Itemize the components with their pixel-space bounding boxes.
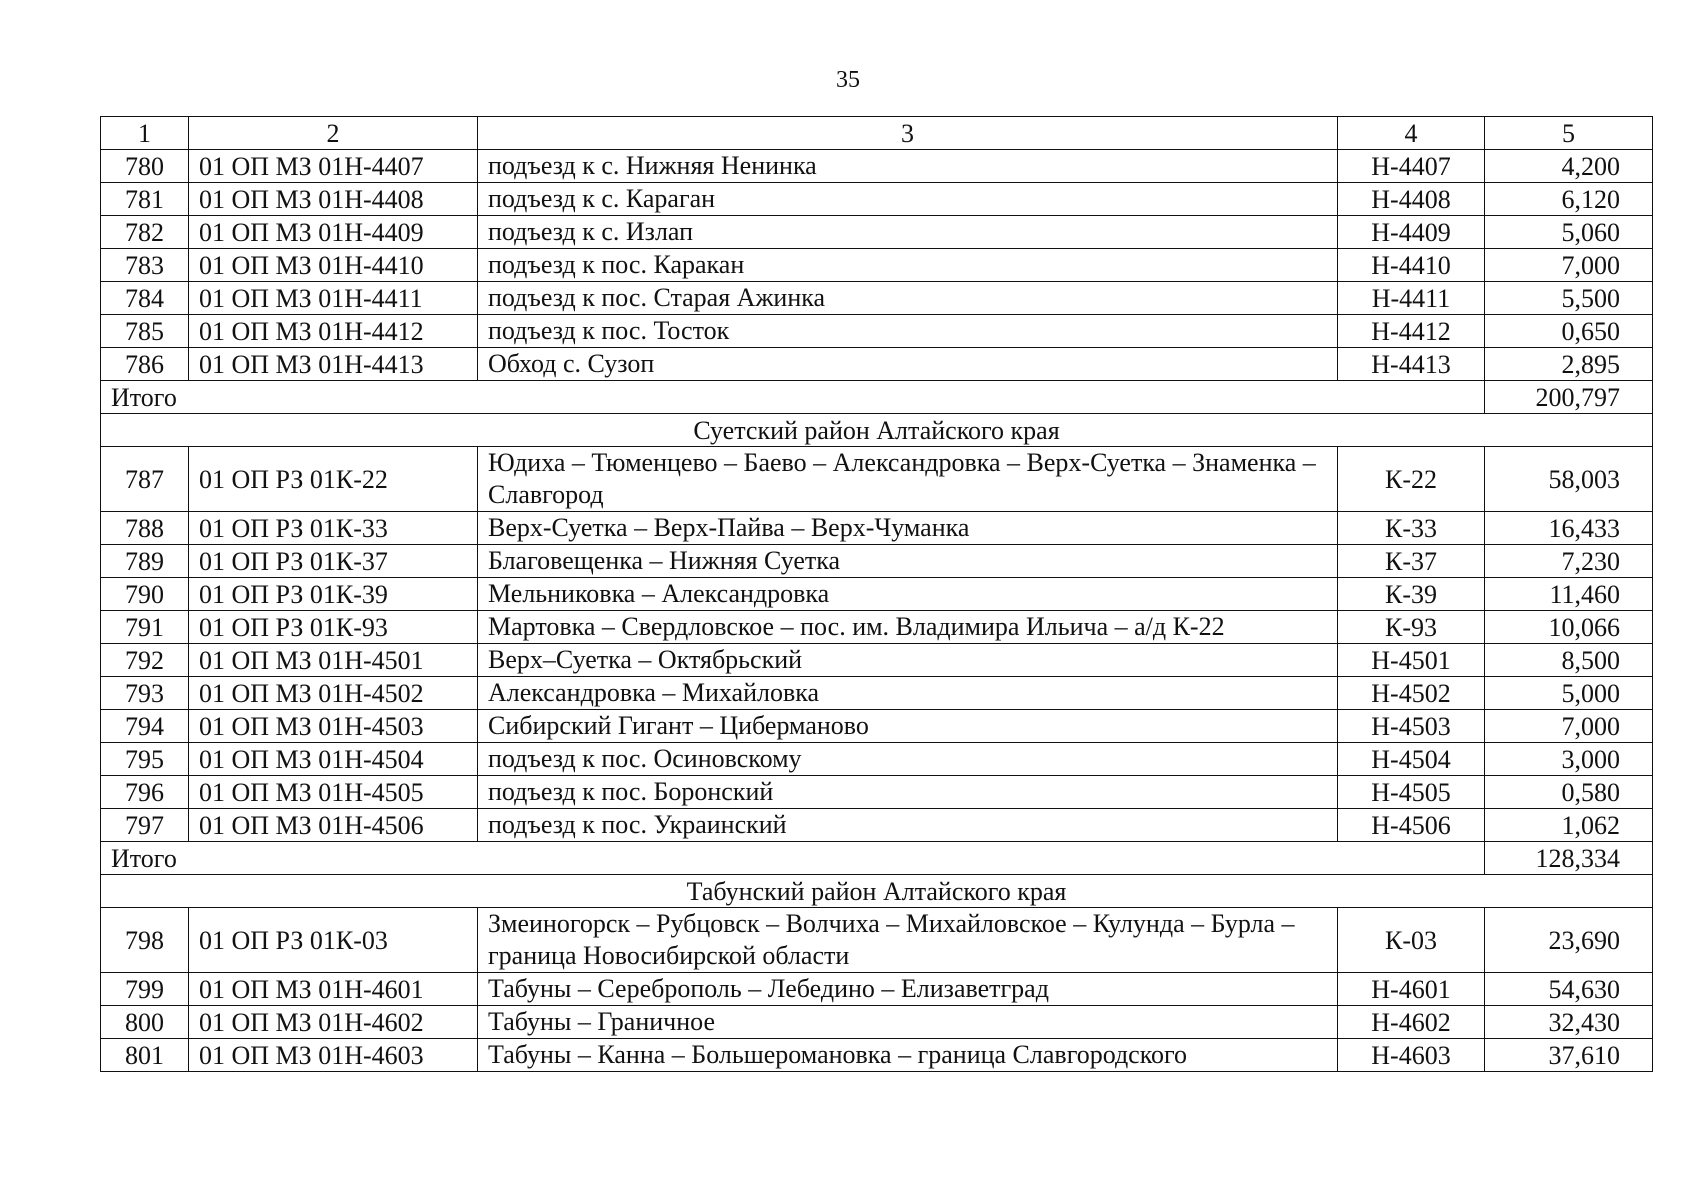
road-code-cell: К-93	[1338, 611, 1485, 644]
road-length-cell: 0,580	[1485, 776, 1653, 809]
row-number-cell: 782	[101, 216, 189, 249]
road-length-cell: 7,000	[1485, 249, 1653, 282]
table-header-row	[101, 117, 1653, 150]
road-name-cell: подъезд к с. Излап	[478, 216, 1338, 249]
row-number-cell: 792	[101, 644, 189, 677]
row-number-cell: 785	[101, 315, 189, 348]
row-number-cell: 791	[101, 611, 189, 644]
table-row	[101, 348, 1653, 381]
table-row	[101, 315, 1653, 348]
table-row	[101, 677, 1653, 710]
row-number-cell: 787	[101, 447, 189, 512]
road-name-cell: подъезд к пос. Старая Ажинка	[478, 282, 1338, 315]
road-id-cell: 01 ОП МЗ 01Н-4601	[189, 973, 478, 1006]
road-name-cell: Табуны – Сереброполь – Лебедино – Елизаветград	[478, 973, 1338, 1006]
road-name-cell: подъезд к пос. Украинский	[478, 809, 1338, 842]
road-length-cell: 2,895	[1485, 348, 1653, 381]
road-length-cell: 23,690	[1485, 908, 1653, 973]
table-row	[101, 282, 1653, 315]
road-length-cell: 37,610	[1485, 1039, 1653, 1072]
road-id-cell: 01 ОП РЗ 01К-03	[189, 908, 478, 973]
road-code-cell: Н-4501	[1338, 644, 1485, 677]
road-code-cell: Н-4601	[1338, 973, 1485, 1006]
road-id-cell: 01 ОП РЗ 01К-93	[189, 611, 478, 644]
road-code-cell: Н-4413	[1338, 348, 1485, 381]
row-number-cell: 781	[101, 183, 189, 216]
road-id-cell: 01 ОП МЗ 01Н-4504	[189, 743, 478, 776]
road-name-cell: Мельниковка – Александровка	[478, 578, 1338, 611]
road-name-cell: подъезд к с. Караган	[478, 183, 1338, 216]
region-header-row	[101, 875, 1653, 908]
total-value: 200,797	[1485, 381, 1653, 414]
row-number-cell: 798	[101, 908, 189, 973]
road-code-cell: Н-4412	[1338, 315, 1485, 348]
road-id-cell: 01 ОП МЗ 01Н-4505	[189, 776, 478, 809]
table-row	[101, 743, 1653, 776]
column-header: 5	[1485, 117, 1653, 150]
table-row	[101, 908, 1653, 973]
road-length-cell: 7,230	[1485, 545, 1653, 578]
total-row	[101, 381, 1653, 414]
road-id-cell: 01 ОП РЗ 01К-37	[189, 545, 478, 578]
row-number-cell: 793	[101, 677, 189, 710]
road-name-cell: Обход с. Сузоп	[478, 348, 1338, 381]
road-code-cell: К-37	[1338, 545, 1485, 578]
road-code-cell: Н-4602	[1338, 1006, 1485, 1039]
table-row	[101, 447, 1653, 512]
road-id-cell: 01 ОП МЗ 01Н-4603	[189, 1039, 478, 1072]
column-header: 4	[1338, 117, 1485, 150]
road-length-cell: 16,433	[1485, 512, 1653, 545]
road-code-cell: К-22	[1338, 447, 1485, 512]
road-id-cell: 01 ОП РЗ 01К-39	[189, 578, 478, 611]
road-code-cell: К-33	[1338, 512, 1485, 545]
column-header: 2	[189, 117, 478, 150]
road-id-cell: 01 ОП МЗ 01Н-4407	[189, 150, 478, 183]
road-length-cell: 4,200	[1485, 150, 1653, 183]
table-row	[101, 1039, 1653, 1072]
row-number-cell: 801	[101, 1039, 189, 1072]
table-row	[101, 545, 1653, 578]
road-code-cell: Н-4407	[1338, 150, 1485, 183]
road-name-cell: Юдиха – Тюменцево – Баево – Александровка – Верх-Суетка – Знаменка – Славгород	[478, 447, 1338, 512]
table-row	[101, 512, 1653, 545]
row-number-cell: 788	[101, 512, 189, 545]
table-row	[101, 710, 1653, 743]
road-name-cell: Табуны – Канна – Большеромановка – граница Славгородского	[478, 1039, 1338, 1072]
region-title: Табунский район Алтайского края	[101, 875, 1653, 908]
road-code-cell: Н-4603	[1338, 1039, 1485, 1072]
road-name-cell: Верх-Суетка – Верх-Пайва – Верх-Чуманка	[478, 512, 1338, 545]
road-name-cell: подъезд к с. Нижняя Ненинка	[478, 150, 1338, 183]
roads-table	[100, 116, 1653, 1072]
total-label: Итого	[101, 842, 1485, 875]
road-id-cell: 01 ОП МЗ 01Н-4413	[189, 348, 478, 381]
road-length-cell: 11,460	[1485, 578, 1653, 611]
road-id-cell: 01 ОП МЗ 01Н-4501	[189, 644, 478, 677]
table-row	[101, 150, 1653, 183]
road-code-cell: Н-4411	[1338, 282, 1485, 315]
road-name-cell: Благовещенка – Нижняя Суетка	[478, 545, 1338, 578]
row-number-cell: 789	[101, 545, 189, 578]
road-code-cell: Н-4408	[1338, 183, 1485, 216]
road-length-cell: 3,000	[1485, 743, 1653, 776]
road-id-cell: 01 ОП МЗ 01Н-4602	[189, 1006, 478, 1039]
road-name-cell: подъезд к пос. Каракан	[478, 249, 1338, 282]
road-length-cell: 7,000	[1485, 710, 1653, 743]
row-number-cell: 786	[101, 348, 189, 381]
road-length-cell: 8,500	[1485, 644, 1653, 677]
region-title: Суетский район Алтайского края	[101, 414, 1653, 447]
total-value: 128,334	[1485, 842, 1653, 875]
roads-table-body	[101, 117, 1653, 1072]
table-row	[101, 809, 1653, 842]
table-row	[101, 973, 1653, 1006]
road-code-cell: Н-4409	[1338, 216, 1485, 249]
page-number: 35	[836, 67, 860, 93]
road-code-cell: Н-4506	[1338, 809, 1485, 842]
table-row	[101, 216, 1653, 249]
table-row	[101, 578, 1653, 611]
road-name-cell: подъезд к пос. Тосток	[478, 315, 1338, 348]
table-row	[101, 776, 1653, 809]
road-name-cell: Змеиногорск – Рубцовск – Волчиха – Михайловское – Кулунда – Бурла – граница Новосибирской области	[478, 908, 1338, 973]
road-id-cell: 01 ОП МЗ 01Н-4410	[189, 249, 478, 282]
road-name-cell: Александровка – Михайловка	[478, 677, 1338, 710]
road-id-cell: 01 ОП РЗ 01К-33	[189, 512, 478, 545]
row-number-cell: 780	[101, 150, 189, 183]
road-length-cell: 58,003	[1485, 447, 1653, 512]
total-row	[101, 842, 1653, 875]
table-row	[101, 611, 1653, 644]
road-code-cell: Н-4503	[1338, 710, 1485, 743]
road-id-cell: 01 ОП МЗ 01Н-4502	[189, 677, 478, 710]
road-code-cell: Н-4502	[1338, 677, 1485, 710]
road-length-cell: 1,062	[1485, 809, 1653, 842]
table-row	[101, 1006, 1653, 1039]
road-length-cell: 10,066	[1485, 611, 1653, 644]
road-name-cell: Сибирский Гигант – Циберманово	[478, 710, 1338, 743]
road-length-cell: 32,430	[1485, 1006, 1653, 1039]
road-length-cell: 6,120	[1485, 183, 1653, 216]
road-id-cell: 01 ОП МЗ 01Н-4506	[189, 809, 478, 842]
road-code-cell: Н-4504	[1338, 743, 1485, 776]
column-header: 1	[101, 117, 189, 150]
road-length-cell: 54,630	[1485, 973, 1653, 1006]
road-code-cell: К-39	[1338, 578, 1485, 611]
road-name-cell: Табуны – Граничное	[478, 1006, 1338, 1039]
road-length-cell: 5,500	[1485, 282, 1653, 315]
row-number-cell: 790	[101, 578, 189, 611]
total-label: Итого	[101, 381, 1485, 414]
row-number-cell: 796	[101, 776, 189, 809]
column-header: 3	[478, 117, 1338, 150]
row-number-cell: 795	[101, 743, 189, 776]
road-id-cell: 01 ОП МЗ 01Н-4411	[189, 282, 478, 315]
road-name-cell: Мартовка – Свердловское – пос. им. Владимира Ильича – а/д К-22	[478, 611, 1338, 644]
road-id-cell: 01 ОП РЗ 01К-22	[189, 447, 478, 512]
road-name-cell: подъезд к пос. Боронский	[478, 776, 1338, 809]
table-row	[101, 644, 1653, 677]
road-code-cell: Н-4505	[1338, 776, 1485, 809]
road-id-cell: 01 ОП МЗ 01Н-4409	[189, 216, 478, 249]
row-number-cell: 783	[101, 249, 189, 282]
row-number-cell: 800	[101, 1006, 189, 1039]
road-code-cell: Н-4410	[1338, 249, 1485, 282]
road-length-cell: 5,000	[1485, 677, 1653, 710]
table-row	[101, 183, 1653, 216]
row-number-cell: 797	[101, 809, 189, 842]
row-number-cell: 794	[101, 710, 189, 743]
road-id-cell: 01 ОП МЗ 01Н-4412	[189, 315, 478, 348]
region-header-row	[101, 414, 1653, 447]
row-number-cell: 784	[101, 282, 189, 315]
road-length-cell: 0,650	[1485, 315, 1653, 348]
road-name-cell: подъезд к пос. Осиновскому	[478, 743, 1338, 776]
road-length-cell: 5,060	[1485, 216, 1653, 249]
road-name-cell: Верх–Суетка – Октябрьский	[478, 644, 1338, 677]
road-code-cell: К-03	[1338, 908, 1485, 973]
road-id-cell: 01 ОП МЗ 01Н-4408	[189, 183, 478, 216]
table-row	[101, 249, 1653, 282]
road-id-cell: 01 ОП МЗ 01Н-4503	[189, 710, 478, 743]
row-number-cell: 799	[101, 973, 189, 1006]
